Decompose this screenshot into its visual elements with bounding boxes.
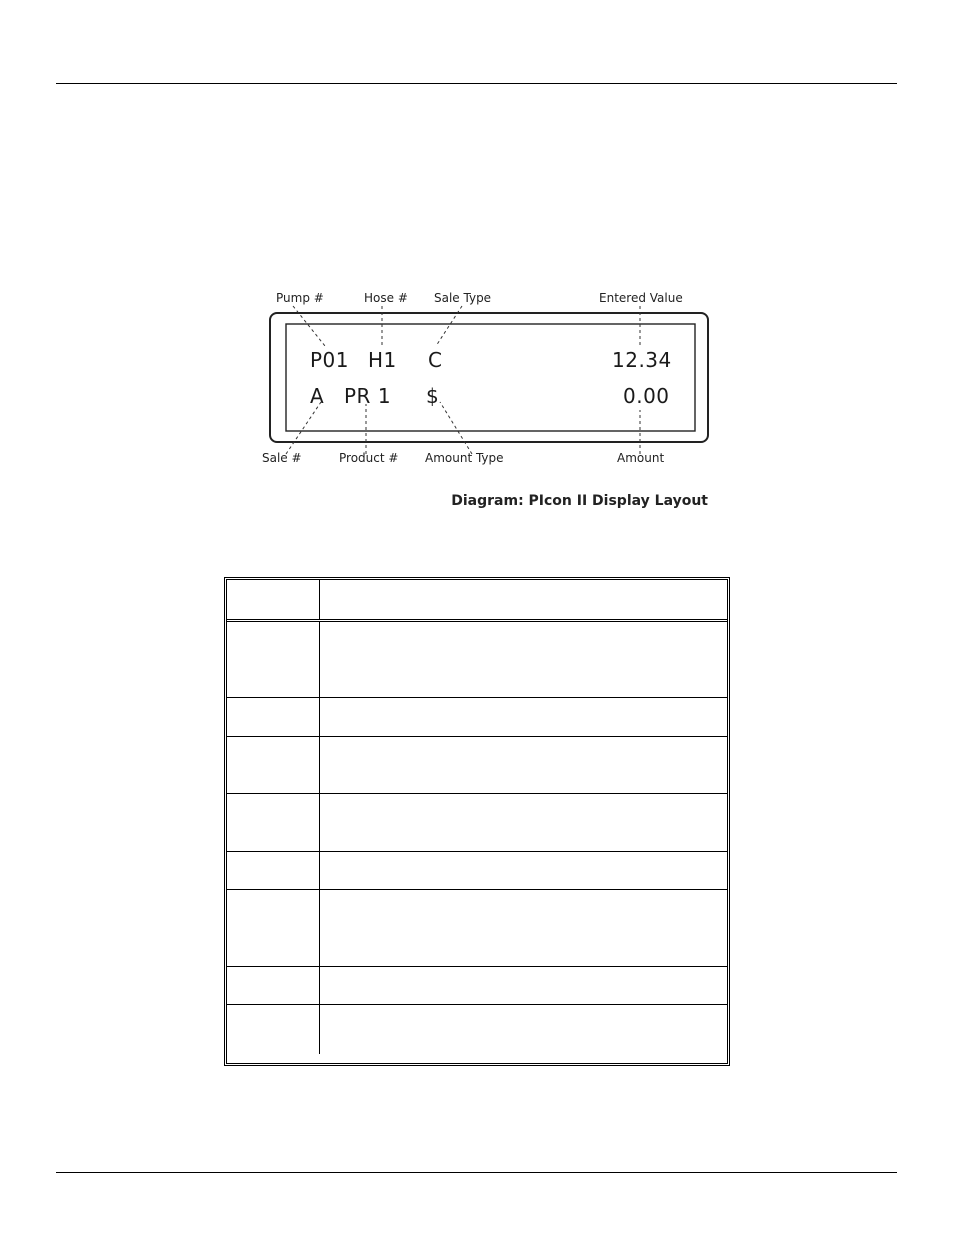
table-row	[227, 851, 727, 889]
table-cell-field	[227, 697, 320, 736]
hose-callout: Hose #	[364, 291, 408, 305]
table-cell-field	[227, 1004, 320, 1054]
amount-type-callout: Amount Type	[425, 451, 504, 465]
entered-value: 12.34	[612, 348, 672, 372]
table-cell-field	[227, 793, 320, 851]
sale-type-value: C	[428, 348, 443, 372]
footer-rule	[56, 1172, 897, 1173]
table-cell-description	[320, 620, 728, 697]
table-cell-field	[227, 736, 320, 793]
amount-callout: Amount	[617, 451, 665, 465]
table-row	[227, 966, 727, 1004]
amount-type-leader	[440, 402, 472, 454]
product-callout: Product #	[339, 451, 399, 465]
table-row	[227, 793, 727, 851]
table-row	[227, 697, 727, 736]
product-value: PR 1	[344, 384, 392, 408]
table-cell-description	[320, 580, 728, 620]
table-cell-field	[227, 620, 320, 697]
entered-value-callout: Entered Value	[599, 291, 683, 305]
sale-type-callout: Sale Type	[434, 291, 492, 305]
amount-type-value: $	[426, 384, 440, 408]
table-cell-field	[227, 580, 320, 620]
table-cell-description	[320, 1004, 728, 1054]
header-rule	[56, 83, 897, 84]
display-layout-diagram	[262, 290, 712, 514]
pump-value: P01	[310, 348, 350, 372]
field-description-table	[224, 577, 730, 1066]
sale-leader	[286, 402, 321, 454]
table-row	[227, 620, 727, 697]
display-inner-frame	[286, 324, 695, 431]
table-cell-description	[320, 736, 728, 793]
table-cell-field	[227, 851, 320, 889]
table-cell-description	[320, 793, 728, 851]
table-row	[227, 889, 727, 966]
table-cell-description	[320, 889, 728, 966]
sale-callout: Sale #	[262, 451, 302, 465]
pump-callout: Pump #	[276, 291, 324, 305]
table-cell-field	[227, 966, 320, 1004]
table-cell-description	[320, 697, 728, 736]
sale-value: A	[310, 384, 325, 408]
amount-value: 0.00	[623, 384, 670, 408]
display-outer-frame	[270, 313, 708, 442]
table-row	[227, 1004, 727, 1054]
diagram-caption: Diagram: PIcon II Display Layout	[451, 493, 708, 509]
table-header-row	[227, 580, 727, 620]
table-row	[227, 736, 727, 793]
hose-value: H1	[368, 348, 397, 372]
table-cell-description	[320, 851, 728, 889]
table-cell-description	[320, 966, 728, 1004]
table-cell-field	[227, 889, 320, 966]
